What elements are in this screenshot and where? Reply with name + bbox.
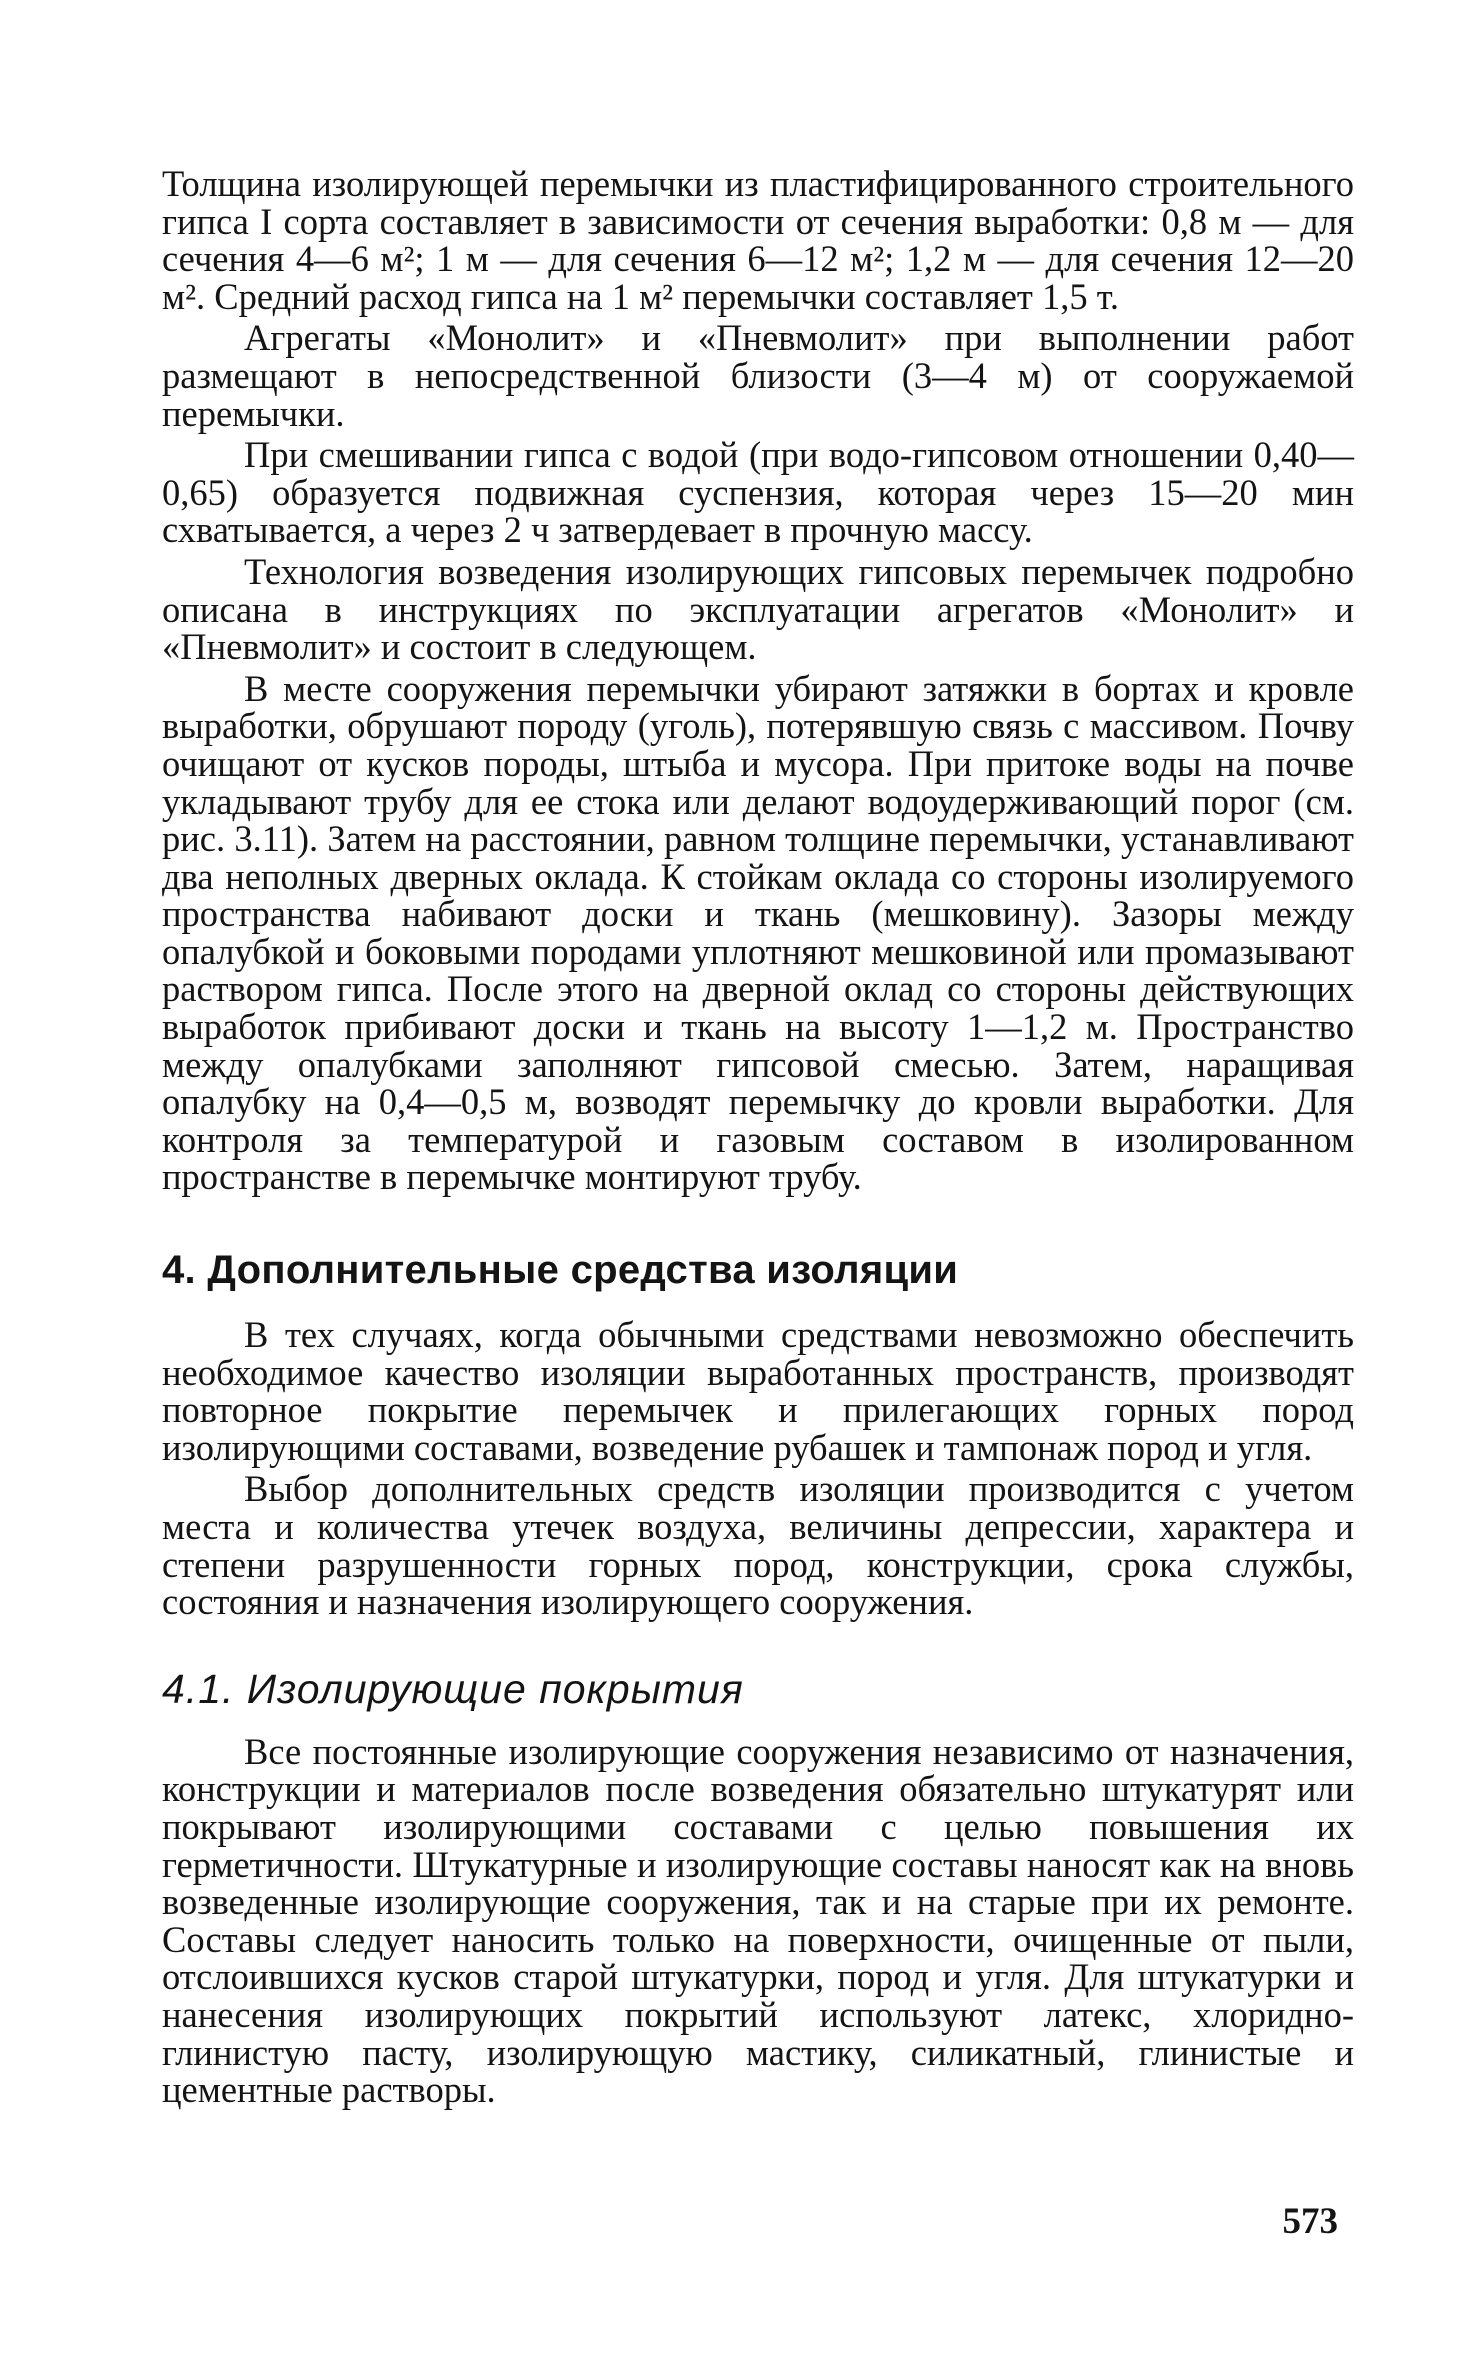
paragraph-gypsum-thickness: Толщина изолирующей перемычки из пластифицированного строительного гипса I сорта составляет в зависимости от сечения выработки: 0,8 м — для сечения 4—6 м²; 1 м — для сечения 6—12 м²; 1,2 м — для сечения 12—20 м². Средний расход гипса на 1 м² перемычки составляет 1,5 т. xyxy=(162,163,1354,317)
subsection-heading-4-1: 4.1. Изолирующие покрытия xyxy=(162,1665,744,1712)
paragraph-construction-procedure: В месте сооружения перемычки убирают затяжки в бортах и кровле выработки, обрушают породу (уголь), потерявшую связь с массивом. Почву очищают от кусков породы, штыба и мусора. При притоке воды на почве укладывают трубу для ее стока или делают водоудерживающий порог (см. рис. 3.11). Затем на расстоянии, равном толщине перемычки, устанавливают два неполных дверных оклада. К стойкам оклада со стороны изолируемого пространства набивают доски и ткань (мешковину). Зазоры между опалубкой и боковыми породами уплотняют мешковиной или промазывают раствором гипса. После этого на дверной оклад со стороны действующих выработок прибивают доски и ткань на высоту 1—1,2 м. Пространство между опалубками заполняют гипсовой смесью. Затем, наращивая опалубку на 0,4—0,5 м, возводят перемычку до кровли выработки. Для контроля за температурой и газовым составом в изолированном пространстве в перемычке монтируют трубу. xyxy=(162,667,1354,1198)
section-heading-4: 4. Дополнительные средства изоляции xyxy=(162,1248,959,1293)
paragraph-gypsum-mixing: При смешивании гипса с водой (при водо-гипсовом отношении 0,40—0,65) образуется подвижная суспензия, которая через 15—20 мин схватывается, а через 2 ч затвердевает в прочную массу. xyxy=(162,434,1354,551)
paragraph-additional-means-selection: Выбор дополнительных средств изоляции производится с учетом места и количества утечек воздуха, величины депрессии, характера и степени разрушенности горных пород, конструкции, срока службы, состояния и назначения изолирующего сооружения. xyxy=(162,1468,1354,1623)
paragraph-technology-intro: Технология возведения изолирующих гипсовых перемычек подробно описана в инструкциях по эксплуатации агрегатов «Монолит» и «Пневмолит» и состоит в следующем. xyxy=(162,550,1354,668)
page-number: 573 xyxy=(1282,2201,1338,2242)
paragraph-aggregates-placement: Агрегаты «Монолит» и «Пневмолит» при выполнении работ размещают в непосредственной близости (3—4 м) от сооружаемой перемычки. xyxy=(162,317,1354,434)
paragraph-insulating-coatings: Все постоянные изолирующие сооружения независимо от назначения, конструкции и материалов после возведения обязательно штукатурят или покрывают изолирующими составами с целью повышения их герметичности. Штукатурные и изолирующие составы наносят как на вновь возведенные изолирующие сооружения, так и на старые при их ремонте. Составы следует наносить только на поверхности, очищенные от пыли, отслоившихся кусков старой штукатурки, пород и угля. Для штукатурки и нанесения изолирующих покрытий используют латекс, хлоридно-глинистую пасту, изолирующую мастику, силикатный, глинистые и цементные растворы. xyxy=(162,1730,1354,2111)
paragraph-additional-means-intro: В тех случаях, когда обычными средствами невозможно обеспечить необходимое качество изоляции выработанных пространств, производят повторное покрытие перемычек и прилегающих горных пород изолирующими составами, возведение рубашек и тампонаж пород и угля. xyxy=(162,1314,1354,1468)
page-body xyxy=(162,165,1354,2109)
